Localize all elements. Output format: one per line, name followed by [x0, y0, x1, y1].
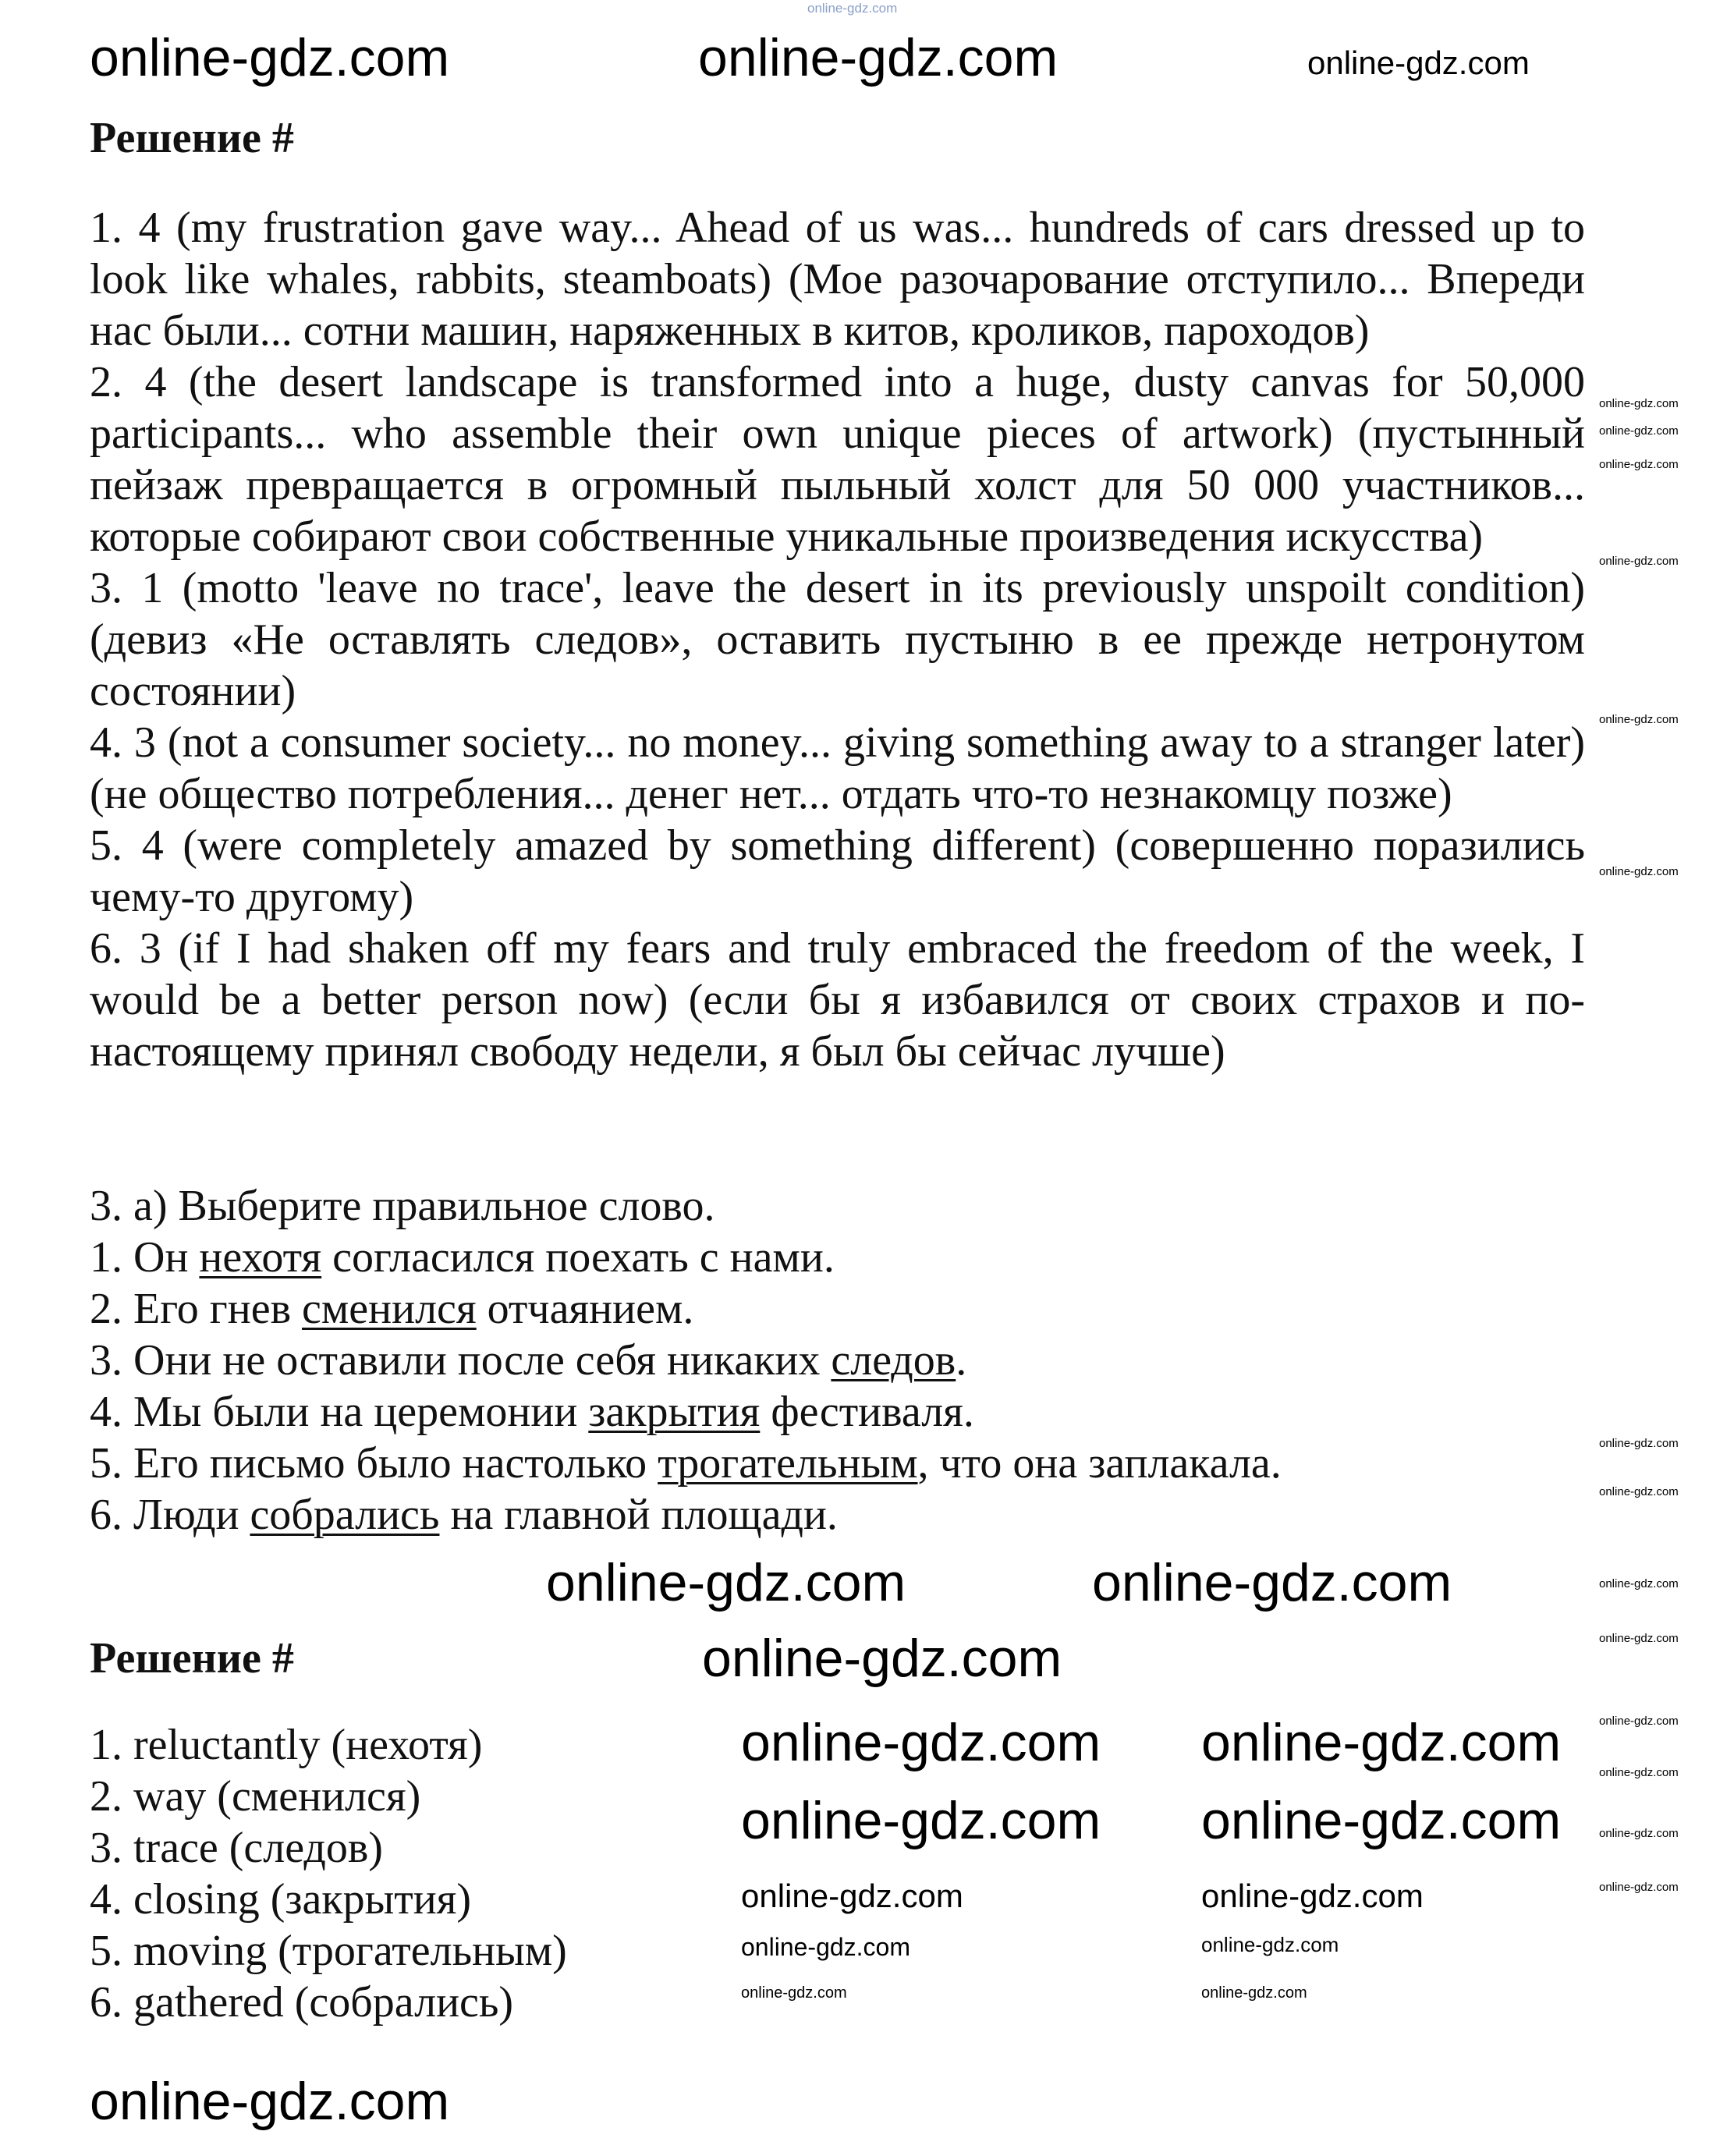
answer-item: 2. way (сменился) [90, 1772, 421, 1821]
watermark: online-gdz.com [1599, 1827, 1679, 1840]
answer-item: 6. gathered (собрались) [90, 1978, 514, 2027]
watermark: online-gdz.com [90, 28, 450, 87]
watermark: online-gdz.com [741, 1933, 910, 1961]
watermark: online-gdz.com [741, 1878, 963, 1914]
answer-item: 5. moving (трогательным) [90, 1927, 567, 1975]
sentence-item [90, 1438, 1585, 1489]
answer-item: 4. 3 (not a consumer society... no money... giving something away to a stranger later) (не общество потребления... денег нет... отдать что-то незнакомцу позже) [90, 718, 1585, 818]
sentence-text: согласился поехать с нами. [321, 1233, 835, 1282]
watermark: online-gdz.com [1599, 424, 1679, 438]
answer-item: 1. 4 (my frustration gave way... Ahead of us was... hundreds of cars dressed up to look like whales, rabbits, steamboats) (Мое разочарование отступило... Впереди нас были... сотни машин, наряженных в китов, кроликов, пароходов) [90, 204, 1585, 355]
watermark: online-gdz.com [807, 1, 898, 16]
sentence-text: фестиваля. [760, 1388, 974, 1436]
answer-item: 2. 4 (the desert landscape is transformed into a huge, dusty canvas for 50,000 participants... who assemble their own unique pieces of artwork) (пустынный пейзаж превращается в огромный пыльный холст для 50 000 участников... которые собирают свои собственные уникальные произведения искусства) [90, 358, 1585, 561]
watermark: online-gdz.com [1599, 1715, 1679, 1728]
chosen-word: сменился [302, 1285, 477, 1333]
watermark: online-gdz.com [1201, 1878, 1424, 1914]
watermark: online-gdz.com [1599, 1881, 1679, 1894]
watermark: online-gdz.com [741, 1791, 1101, 1850]
watermark: online-gdz.com [1307, 44, 1530, 81]
watermark: online-gdz.com [1599, 458, 1679, 471]
watermark: online-gdz.com [1201, 1713, 1562, 1772]
watermark: online-gdz.com [90, 2072, 450, 2131]
sentence-item [90, 1283, 1585, 1335]
sentence-item [90, 1386, 1585, 1438]
watermark: online-gdz.com [702, 1629, 1062, 1688]
sentence-text: . [956, 1336, 967, 1385]
watermark: online-gdz.com [1201, 1933, 1339, 1956]
sentence-text: на главной площади. [439, 1491, 838, 1539]
watermark: online-gdz.com [1599, 1437, 1679, 1450]
answer-item: 5. 4 (were completely amazed by something different) (совершенно поразились чему-то другому) [90, 821, 1585, 921]
watermark: online-gdz.com [741, 1713, 1101, 1772]
chosen-word: собрались [250, 1491, 440, 1539]
section1-heading: Решение # [90, 114, 294, 162]
sentence-item [90, 1489, 1585, 1541]
section2-answers [90, 1719, 714, 2028]
watermark: online-gdz.com [1599, 1577, 1679, 1590]
sentence-text: 1. Он [90, 1233, 200, 1282]
watermark: online-gdz.com [1599, 555, 1679, 568]
watermark: online-gdz.com [698, 28, 1058, 87]
sentence-text: 5. Его письмо было настолько [90, 1439, 658, 1488]
task-3a [90, 1180, 1585, 1541]
answer-item: 6. 3 (if I had shaken off my fears and truly embraced the freedom of the week, I would be a better person now) (если бы я избавился от своих страхов и по-настоящему принял свободу недели, я был бы сейчас лучше) [90, 924, 1585, 1076]
section2-heading: Решение # [90, 1634, 294, 1683]
sentence-item [90, 1232, 1585, 1283]
watermark: online-gdz.com [1201, 1984, 1307, 2002]
sentence-text: 2. Его гнев [90, 1285, 303, 1333]
sentence-text: 4. Мы были на церемонии [90, 1388, 589, 1436]
chosen-word: следов [831, 1336, 956, 1385]
answer-item: 3. trace (следов) [90, 1824, 383, 1872]
sentence-text: отчаянием. [476, 1285, 694, 1333]
task-title: 3. а) Выберите правильное слово. [90, 1182, 715, 1230]
answer-item: 3. 1 (motto 'leave no trace', leave the desert in its previously unspoilt condition) (девиз «Не оставлять следов», оставить пустыню в ее прежде нетронутом состоянии) [90, 564, 1585, 715]
answer-item: 1. reluctantly (нехотя) [90, 1721, 483, 1769]
chosen-word: нехотя [199, 1233, 322, 1282]
answer-item: 4. closing (закрытия) [90, 1875, 472, 1924]
watermark: online-gdz.com [1201, 1791, 1562, 1850]
section1-answers [90, 202, 1585, 1077]
watermark: online-gdz.com [741, 1984, 847, 2002]
sentence-text: 3. Они не оставили после себя никаких [90, 1336, 832, 1385]
watermark: online-gdz.com [1599, 713, 1679, 726]
watermark: online-gdz.com [1599, 865, 1679, 878]
watermark: online-gdz.com [1599, 397, 1679, 410]
sentence-item [90, 1335, 1585, 1386]
watermark: online-gdz.com [1599, 1766, 1679, 1779]
watermark: online-gdz.com [1092, 1553, 1452, 1612]
chosen-word: трогательным [658, 1439, 918, 1488]
sentence-text: 6. Люди [90, 1491, 250, 1539]
watermark: online-gdz.com [1599, 1485, 1679, 1498]
chosen-word: закрытия [588, 1388, 761, 1436]
watermark: online-gdz.com [546, 1553, 906, 1612]
watermark: online-gdz.com [1599, 1632, 1679, 1645]
sentence-text: , что она заплакала. [917, 1439, 1282, 1488]
